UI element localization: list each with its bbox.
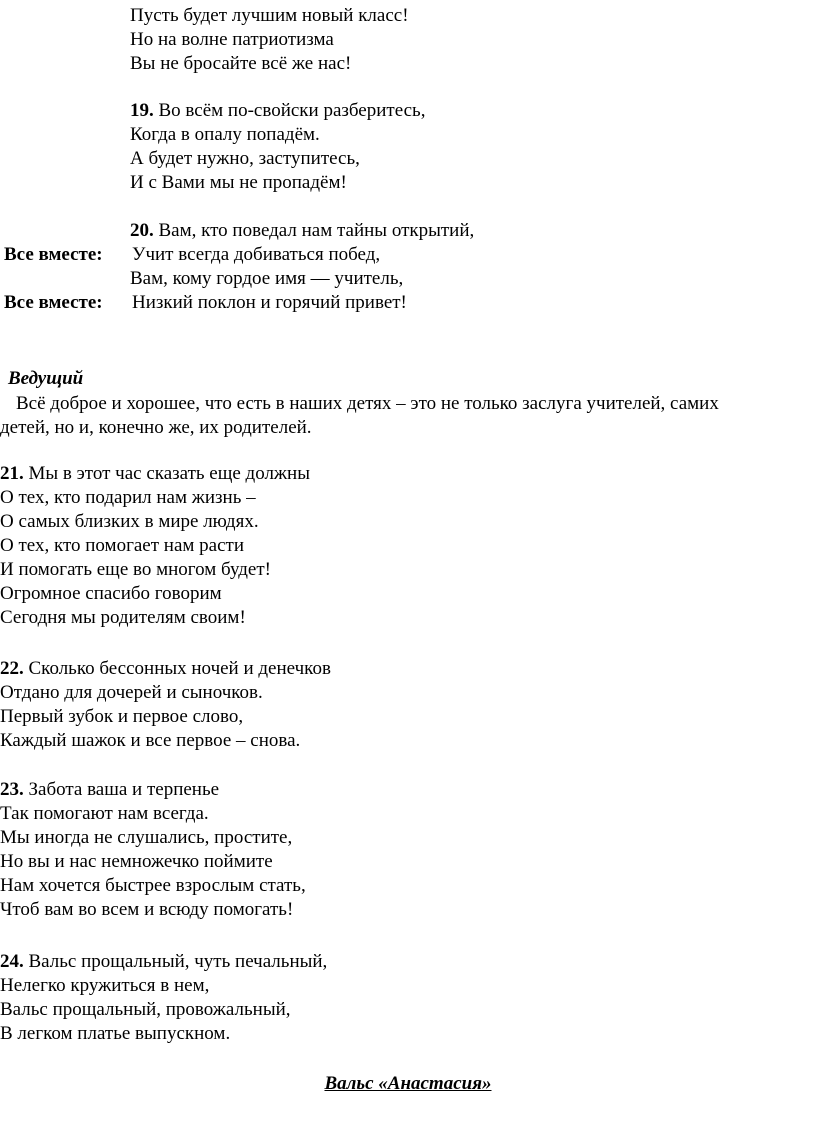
poem-line: О тех, кто помогает нам расти xyxy=(0,535,244,556)
poem-line: Вальс прощальный, провожальный, xyxy=(0,999,291,1020)
poem-line: Первый зубок и первое слово, xyxy=(0,706,244,727)
host-heading: Ведущий xyxy=(8,368,84,389)
poem-line: Огромное спасибо говорим xyxy=(0,583,222,604)
poem-line: Мы иногда не слушались, простите, xyxy=(0,827,293,848)
poem-line xyxy=(0,657,331,681)
poem-line: В легком платье выпускном. xyxy=(0,1023,231,1044)
poem-line: Каждый шажок и все первое – снова. xyxy=(0,730,301,751)
poem-line: Когда в опалу попадём. xyxy=(130,124,320,145)
poem-line-text: Во всём по-свойски разберитесь, xyxy=(158,100,426,121)
stanza-number: 24. xyxy=(0,951,24,972)
poem-line: Низкий поклон и горячий привет! xyxy=(132,292,407,313)
poem-line xyxy=(130,99,425,123)
poem-line: Но вы и нас немножечко поймите xyxy=(0,851,273,872)
poem-line-text: Сколько бессонных ночей и денечков xyxy=(28,658,331,679)
poem-line: Вы не бросайте всё же нас! xyxy=(130,53,352,74)
poem-line: Так помогают нам всегда. xyxy=(0,803,209,824)
poem-line-text: Забота ваша и терпенье xyxy=(28,779,220,800)
poem-line xyxy=(0,462,310,486)
closing-title: Вальс «Анастасия» xyxy=(324,1073,492,1094)
stanza-number: 21. xyxy=(0,463,24,484)
stanza-number: 19. xyxy=(130,100,154,121)
host-paragraph-line: Всё доброе и хорошее, что есть в наших детях – это не только заслуга учителей, самих xyxy=(16,393,719,414)
poem-line xyxy=(0,950,327,974)
poem-line: О самых близких в мире людях. xyxy=(0,511,259,532)
speaker-label: Все вместе: xyxy=(4,292,103,313)
stanza-number: 22. xyxy=(0,658,24,679)
poem-line: Отдано для дочерей и сыночков. xyxy=(0,682,263,703)
poem-line: И помогать еще во многом будет! xyxy=(0,559,271,580)
poem-line-text: Вам, кто поведал нам тайны открытий, xyxy=(158,220,475,241)
poem-line xyxy=(130,219,474,243)
poem-line: Нам хочется быстрее взрослым стать, xyxy=(0,875,306,896)
poem-line: Вам, кому гордое имя — учитель, xyxy=(130,268,404,289)
poem-line: Но на волне патриотизма xyxy=(130,29,334,50)
poem-line: Чтоб вам во всем и всюду помогать! xyxy=(0,899,294,920)
poem-line: О тех, кто подарил нам жизнь – xyxy=(0,487,256,508)
poem-line xyxy=(0,778,219,802)
poem-line: Учит всегда добиваться побед, xyxy=(132,244,381,265)
speaker-label: Все вместе: xyxy=(4,244,103,265)
poem-line: И с Вами мы не пропадём! xyxy=(130,172,347,193)
poem-line: Нелегко кружиться в нем, xyxy=(0,975,210,996)
poem-line: А будет нужно, заступитесь, xyxy=(130,148,360,169)
poem-line: Пусть будет лучшим новый класс! xyxy=(130,5,409,26)
host-paragraph-line: детей, но и, конечно же, их родителей. xyxy=(0,417,312,438)
stanza-number: 23. xyxy=(0,779,24,800)
stanza-number: 20. xyxy=(130,220,154,241)
poem-line: Сегодня мы родителям своим! xyxy=(0,607,246,628)
poem-line-text: Вальс прощальный, чуть печальный, xyxy=(28,951,328,972)
poem-line-text: Мы в этот час сказать еще должны xyxy=(28,463,310,484)
